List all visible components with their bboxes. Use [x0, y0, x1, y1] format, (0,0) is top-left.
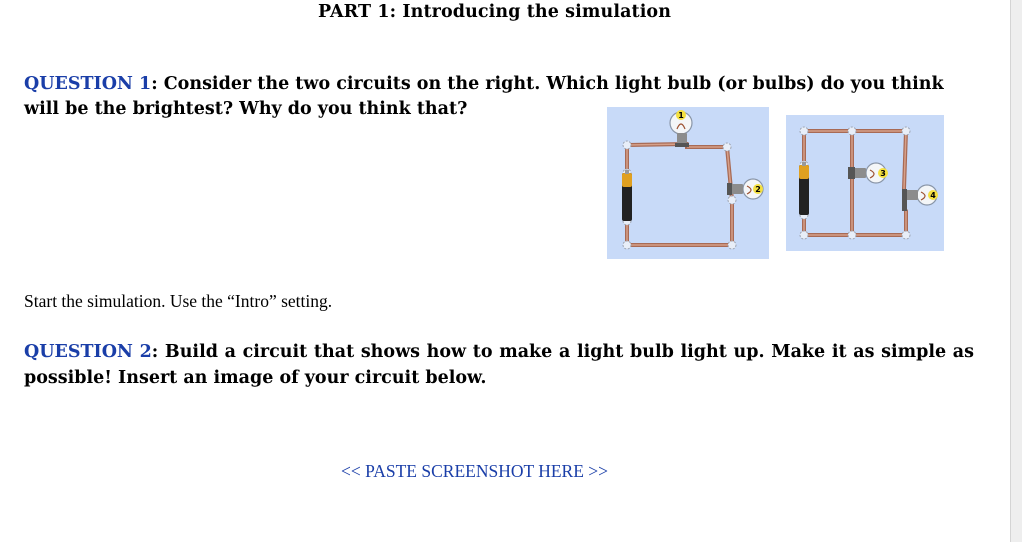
bulb-4-number: 4 [930, 191, 936, 200]
battery-icon [622, 170, 632, 221]
bulb-label-3 [878, 168, 888, 178]
page-edge [1010, 0, 1022, 542]
bulb-1-number: 1 [678, 111, 684, 120]
bulb-label-4 [928, 190, 938, 200]
paste-screenshot-placeholder[interactable]: << PASTE SCREENSHOT HERE >> [341, 461, 609, 481]
part-title: PART 1: Introducing the simulation [318, 2, 672, 22]
question-2 [24, 339, 974, 391]
bulb-3-number: 3 [880, 169, 886, 178]
question-2-label: QUESTION 2 [24, 342, 152, 362]
question-2-text: : Build a circuit that shows how to make a light bulb light up. Make it as simple as possible! Insert an image of your circuit below. [24, 342, 975, 388]
circuit-b-image [786, 115, 944, 251]
bulb-label-1 [676, 110, 686, 120]
circuit-a-image [607, 107, 769, 259]
instruction-text: Start the simulation. Use the “Intro” setting. [24, 291, 333, 311]
battery-icon [799, 162, 809, 215]
bulb-label-2 [753, 184, 763, 194]
question-1-text: : Consider the two circuits on the right. Which light bulb (or bulbs) do you think will be the brightest? Why do you think that? [24, 74, 944, 119]
bulb-2-number: 2 [755, 185, 761, 194]
question-1-label: QUESTION 1 [24, 74, 152, 94]
